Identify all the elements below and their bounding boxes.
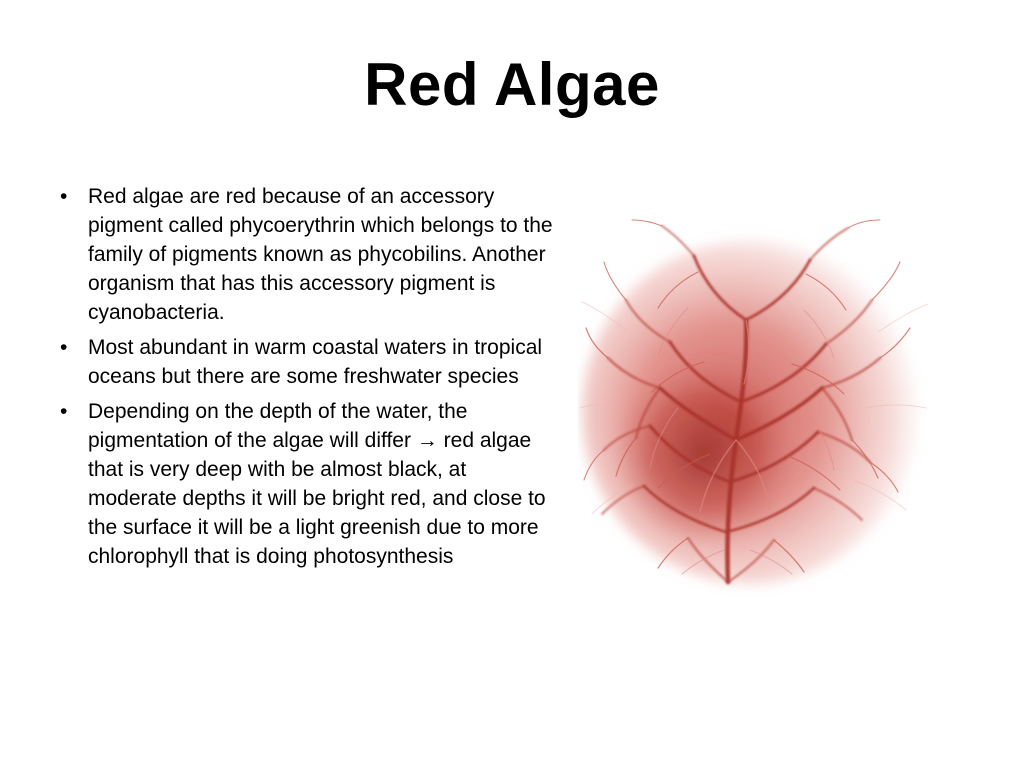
list-item	[52, 333, 557, 391]
list-item	[52, 182, 557, 327]
bullet-text: Depending on the depth of the water, the pigmentation of the algae will differ → red algae that is very deep with be almost black, at moderate depths it will be bright red, and close to the surface it will be a light greenish due to more chlorophyll that is doing photosynthesis	[88, 400, 546, 568]
bullet-text: Most abundant in warm coastal waters in tropical oceans but there are some freshwater species	[88, 336, 543, 388]
bullet-marker-icon: •	[60, 400, 68, 423]
bullet-marker-icon: •	[60, 336, 68, 359]
bullet-marker-icon: •	[60, 185, 68, 208]
bullet-list	[52, 182, 557, 577]
list-item	[52, 397, 557, 571]
bullet-text: Red algae are red because of an accessory pigment called phycoerythrin which belongs to the family of pigments known as phycobilins. Another organism that has this accessory pigment is cyanobacteria.	[88, 185, 553, 324]
page-title: Red Algae	[364, 51, 660, 118]
red-algae-photograph	[578, 212, 970, 598]
red-algae-illustration	[578, 212, 970, 598]
